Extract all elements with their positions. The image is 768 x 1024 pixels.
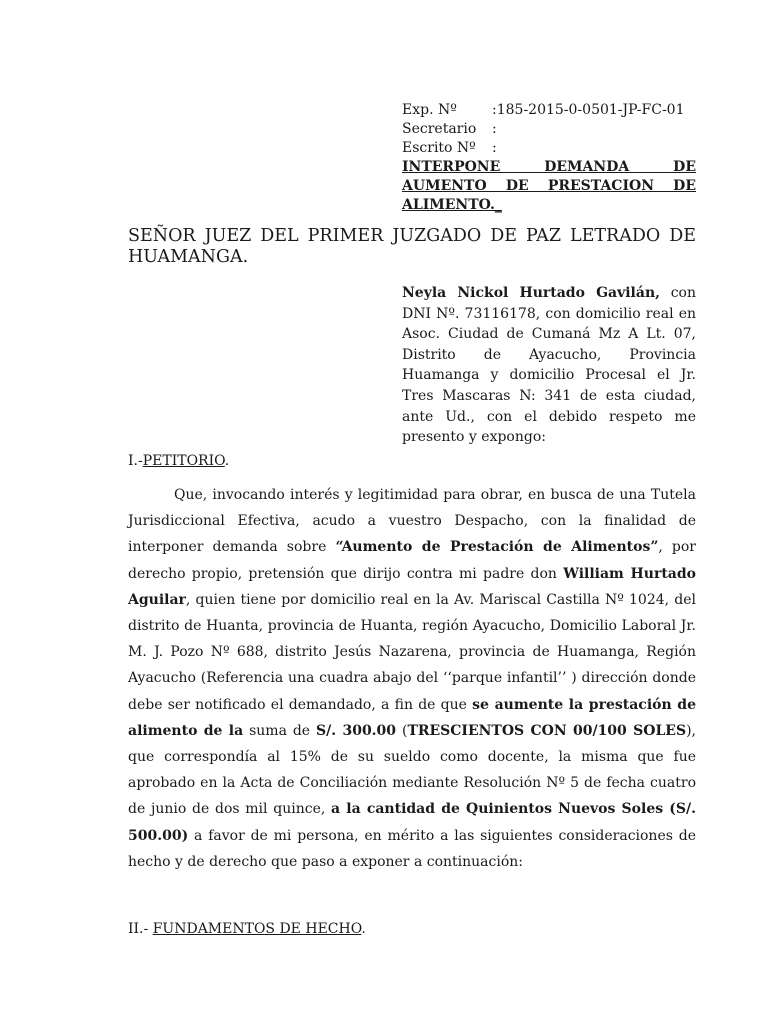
section-suffix: . <box>361 921 366 937</box>
section-suffix: . <box>224 453 230 469</box>
text-segment: a favor de mi persona, en mérito a las siguientes consideraciones de hecho y de derecho que paso a exponer a continuación: <box>128 827 696 870</box>
section-title: FUNDAMENTOS DE HECHO <box>152 921 362 937</box>
addressee-heading: SEÑOR JUEZ DEL PRIMER JUZGADO DE PAZ LETRADO DE HUAMANGA. <box>128 226 696 267</box>
bold-segment: TRESCIENTOS CON 00/100 SOLES <box>407 722 687 739</box>
escrito-value: : <box>492 140 497 156</box>
expediente-value: :185-2015-0-0501-JP-FC-01 <box>492 102 685 118</box>
text-segment: ), que correspondía al 15% de su sueldo como docente, la misma que fue aprobado en la Acta de Conciliación mediante Resolución Nº 5 de fecha cuatro de junio de dos mil quince, <box>128 722 696 818</box>
expediente-row <box>402 101 696 120</box>
subject-line-3: ALIMENTO._ <box>402 197 502 213</box>
plaintiff-intro <box>402 283 696 448</box>
bold-segment: a la cantidad de Quinientos Nuevos Soles (S/. 500.00) <box>128 801 696 844</box>
section-title: PETITORIO <box>142 453 225 469</box>
section-petitorio-heading <box>128 451 229 471</box>
case-header <box>402 101 696 215</box>
text-segment: ( <box>396 722 408 739</box>
petitorio-paragraph <box>128 482 696 875</box>
defendant-name: William Hurtado Aguilar <box>128 565 696 608</box>
bold-segment: “Aumento de Prestación de Alimentos” <box>335 539 659 556</box>
expediente-label: Exp. Nº <box>402 102 457 118</box>
text-segment: , por derecho propio, pretensión que dirijo contra mi padre don <box>128 539 696 582</box>
text-segment: , quien tiene por domicilio real en la Av. Mariscal Castilla Nº 1024, del distrito de Huanta, provincia de Huanta, región Ayacucho, Domicilio Laboral Jr. M. J. Pozo Nº 688, distrito Jesús Nazarena, provincia de Huamanga, Región Ayacucho (Referencia una cuadra abajo del ‘‘parque infantil’’ ) dirección donde debe ser notificado el demandado, a fin de que <box>128 591 696 713</box>
bold-segment: S/. 300.00 <box>316 722 397 739</box>
subject-line-2: AUMENTO DE PRESTACION DE <box>402 178 696 194</box>
secretario-row <box>402 120 696 139</box>
subject-line-1: INTERPONE DEMANDA DE <box>402 159 696 175</box>
plaintiff-details: con DNI Nº. 73116178, con domicilio real en Asoc. Ciudad de Cumaná Mz A Lt. 07, Distrito de Ayacucho, Provincia Huamanga y domicilio Procesal el Jr. Tres Mascaras N: 341 de esta ciudad, ante Ud., con el debido respeto me presento y expongo: <box>402 285 696 446</box>
text-segment: suma de <box>243 722 317 739</box>
bold-segment: se aumente la prestación de alimento de la <box>128 696 696 739</box>
secretario-value: : <box>492 121 497 137</box>
section-number: II.- <box>128 921 153 937</box>
plaintiff-name: Neyla Nickol Hurtado Gavilán, <box>402 285 660 301</box>
secretario-label: Secretario <box>402 121 477 137</box>
section-number: I.- <box>128 453 143 469</box>
section-fundamentos-heading <box>128 919 366 939</box>
escrito-label: Escrito Nº <box>402 140 476 156</box>
escrito-row <box>402 139 696 158</box>
text-segment: Que, invocando interés y legitimidad para obrar, en busca de una Tutela Jurisdiccional Efectiva, acudo a vuestro Despacho, con la finalidad de interponer demanda sobre <box>128 487 696 556</box>
